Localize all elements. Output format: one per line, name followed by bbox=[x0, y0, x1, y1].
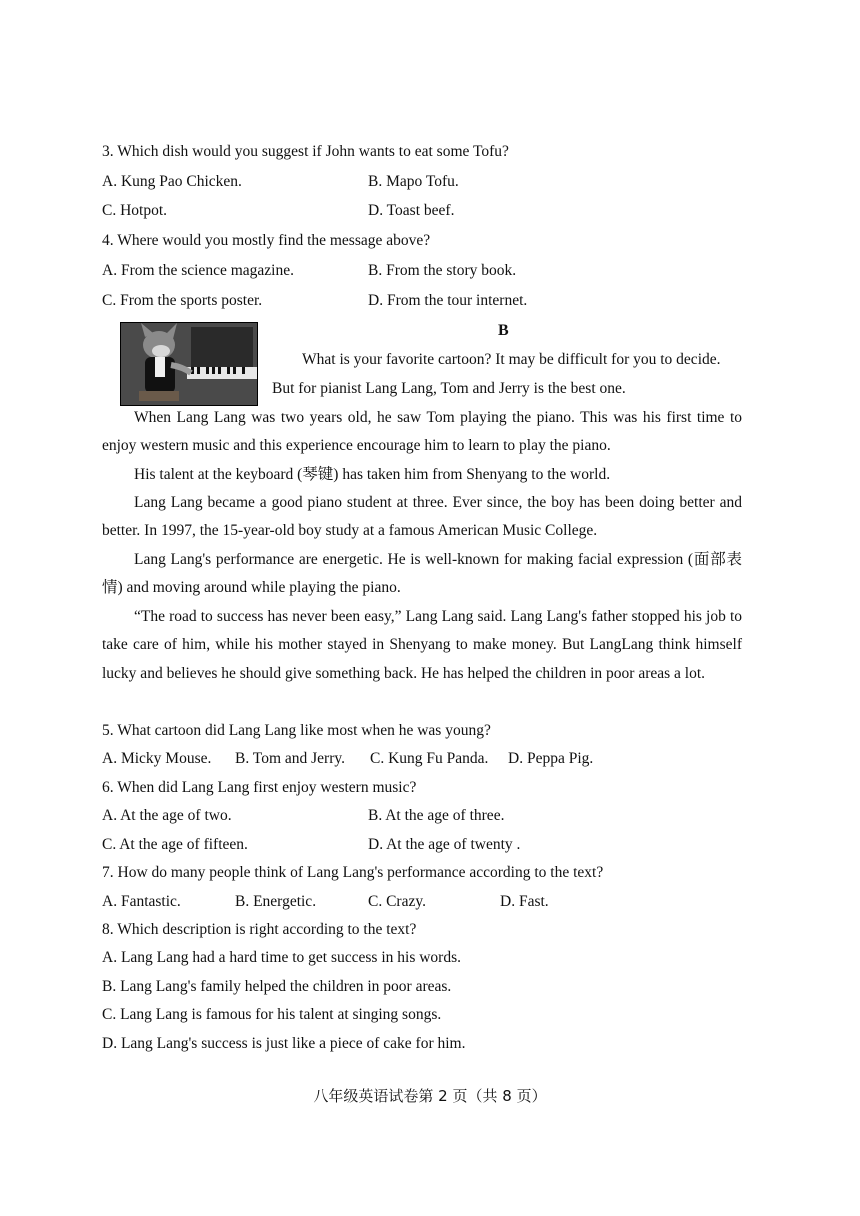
q5-option-d: D. Peppa Pig. bbox=[508, 750, 594, 767]
q8-option-b: B. Lang Lang's family helped the children in poor areas. bbox=[102, 978, 452, 995]
q6-option-c: C. At the age of fifteen. bbox=[102, 836, 248, 853]
question-8: 8. Which description is right according to the text? bbox=[102, 921, 417, 938]
page-footer: 八年级英语试卷第 2 页（共 8 页） bbox=[313, 1087, 547, 1105]
q4-option-b: B. From the story book. bbox=[368, 262, 517, 279]
q6-option-a: A. At the age of two. bbox=[102, 807, 232, 824]
q8-option-a: A. Lang Lang had a hard time to get success in his words. bbox=[102, 949, 461, 966]
question-5: 5. What cartoon did Lang Lang like most when he was young? bbox=[102, 722, 491, 739]
q7-option-b: B. Energetic. bbox=[235, 893, 317, 910]
q3-option-b: B. Mapo Tofu. bbox=[368, 173, 459, 190]
passage-paragraph: When Lang Lang was two years old, he saw Tom playing the piano. This was his first time to enjoy western music and this experience encourage him to learn to play the piano. bbox=[102, 409, 742, 455]
intro-line-2: But for pianist Lang Lang, Tom and Jerry is the best one. bbox=[272, 380, 626, 397]
q4-option-a: A. From the science magazine. bbox=[102, 262, 294, 279]
section-b-heading: B bbox=[498, 322, 509, 339]
cartoon-piano-picture bbox=[120, 322, 258, 406]
q8-option-c: C. Lang Lang is famous for his talent at singing songs. bbox=[102, 1006, 442, 1023]
q3-option-a: A. Kung Pao Chicken. bbox=[102, 173, 242, 190]
question-7: 7. How do many people think of Lang Lang's performance according to the text? bbox=[102, 864, 604, 881]
q5-option-b: B. Tom and Jerry. bbox=[235, 750, 345, 767]
intro-line-1: What is your favorite cartoon? It may be difficult for you to decide. bbox=[302, 351, 721, 368]
passage-paragraph: His talent at the keyboard (琴键) has taken him from Shenyang to the world. bbox=[134, 466, 611, 483]
passage-paragraph: Lang Lang's performance are energetic. He is well-known for making facial expression (面部表情) and moving around while playing the piano. bbox=[102, 551, 742, 597]
passage-paragraph: Lang Lang became a good piano student at three. Ever since, the boy has been doing better and better. In 1997, the 15-year-old boy study at a famous American Music College. bbox=[102, 494, 742, 540]
passage-paragraph: “The road to success has never been easy,” Lang Lang said. Lang Lang's father stopped his job to take care of him, while his mother stayed in Shenyang to make money. But LangLang think himself lucky and believes he should give something back. He has helped the children in poor areas a lot. bbox=[102, 608, 742, 682]
q7-option-d: D. Fast. bbox=[500, 893, 549, 910]
q7-option-a: A. Fantastic. bbox=[102, 893, 181, 910]
q6-option-b: B. At the age of three. bbox=[368, 807, 505, 824]
q5-option-a: A. Micky Mouse. bbox=[102, 750, 212, 767]
q3-option-d: D. Toast beef. bbox=[368, 202, 455, 219]
q4-option-c: C. From the sports poster. bbox=[102, 292, 263, 309]
question-6: 6. When did Lang Lang first enjoy western music? bbox=[102, 779, 417, 796]
q3-option-c: C. Hotpot. bbox=[102, 202, 168, 219]
q6-option-d: D. At the age of twenty . bbox=[368, 836, 521, 853]
question-4: 4. Where would you mostly find the message above? bbox=[102, 232, 431, 249]
q8-option-d: D. Lang Lang's success is just like a piece of cake for him. bbox=[102, 1035, 466, 1052]
q5-option-c: C. Kung Fu Panda. bbox=[370, 750, 489, 767]
q7-option-c: C. Crazy. bbox=[368, 893, 426, 910]
question-3: 3. Which dish would you suggest if John wants to eat some Tofu? bbox=[102, 143, 509, 160]
q4-option-d: D. From the tour internet. bbox=[368, 292, 528, 309]
